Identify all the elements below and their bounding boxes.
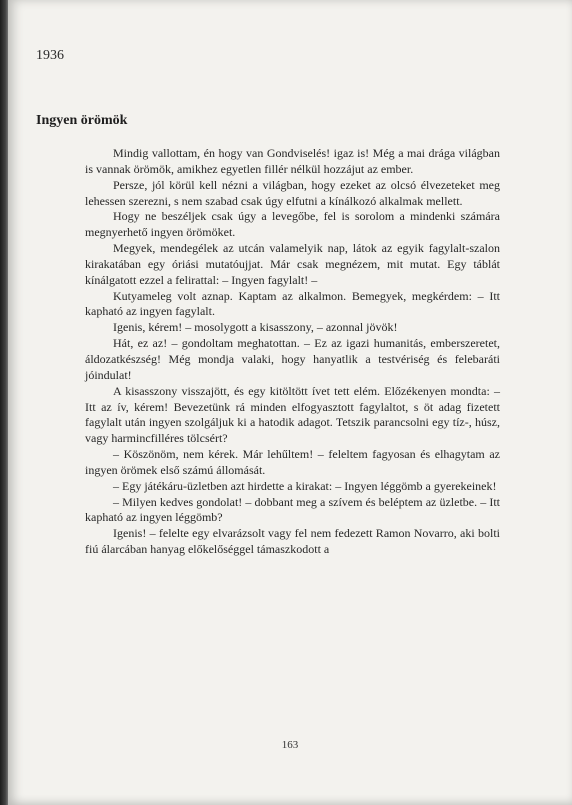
page-title: Ingyen örömök: [36, 113, 128, 128]
paragraph: Igenis! – felelte egy elvarázsolt vagy fel nem fedezett Ramon Novarro, aki bolti fiú álarcában hanyag előkelőséggel támaszkodott a: [85, 526, 500, 557]
paragraph: – Milyen kedves gondolat! – dobbant meg a szívem és beléptem az üzletbe. – Itt kapható az ingyen léggömb?: [85, 494, 500, 525]
paragraph: – Egy játékáru-üzletben azt hirdette a kirakat: – Ingyen léggömb a gyerekeinek!: [113, 478, 497, 493]
page-header-year: 1936: [36, 48, 64, 63]
paragraph: Kutyameleg volt aznap. Kaptam az alkalmon. Bemegyek, megkérdem: – Itt kapható az ingyen fagylalt.: [85, 288, 500, 319]
paragraph: Persze, jól körül kell nézni a világban, hogy ezeket az olcsó élvezeteket meg lehessen szerezni, s nem szabad csak úgy elfutni a kínálkozó alkalmak mellett.: [85, 177, 500, 208]
paragraph: A kisasszony visszajött, és egy kitöltött ívet tett elém. Előzékenyen mondta: – Itt az ív, kérem! Bevezetünk rá minden elfogyasztott fagylaltot, s öt adag fizetett fagylalt után ingyen szolgáljuk ki a hatodik adagot. Tetszik parancsolni egy tíz-, húsz, vagy harmincfilléres tölcsért?: [85, 383, 500, 446]
paragraph: – Köszönöm, nem kérek. Már lehűltem! – feleltem fagyosan és elhagytam az ingyen örömek első számú állomását.: [85, 447, 500, 477]
paragraph: Hogy ne beszéljek csak úgy a levegőbe, fel is sorolom a mindenki számára megnyerhető ingyen örömöket.: [85, 209, 500, 240]
article-body: [85, 146, 500, 558]
paragraph: Igenis, kérem! – mosolygott a kisasszony, – azonnal jövök!: [113, 320, 398, 335]
paragraph: Megyek, mendegélek az utcán valamelyik nap, látok az egyik fagylalt-szalon kirakatában egy óriási mutatóujjat. Már csak megnézem, mit mutat. Egy táblát kínálgatott ezzel a felirattal: – Ingyen fagylalt! –: [85, 241, 500, 287]
page-number: 163: [281, 739, 299, 751]
paragraph: Mindig vallottam, én hogy van Gondviselés! igaz is! Még a mai drága világban is vannak örömök, amikhez egyetlen fillér nélkül hozzájut az ember.: [85, 146, 500, 176]
paragraph: Hát, ez az! – gondoltam meghatottan. – Ez az igazi humanitás, emberszeretet, áldozatkészség! Még mondja valaki, hogy hanyatlik a testvériség és felebaráti jóindulat!: [85, 336, 500, 382]
